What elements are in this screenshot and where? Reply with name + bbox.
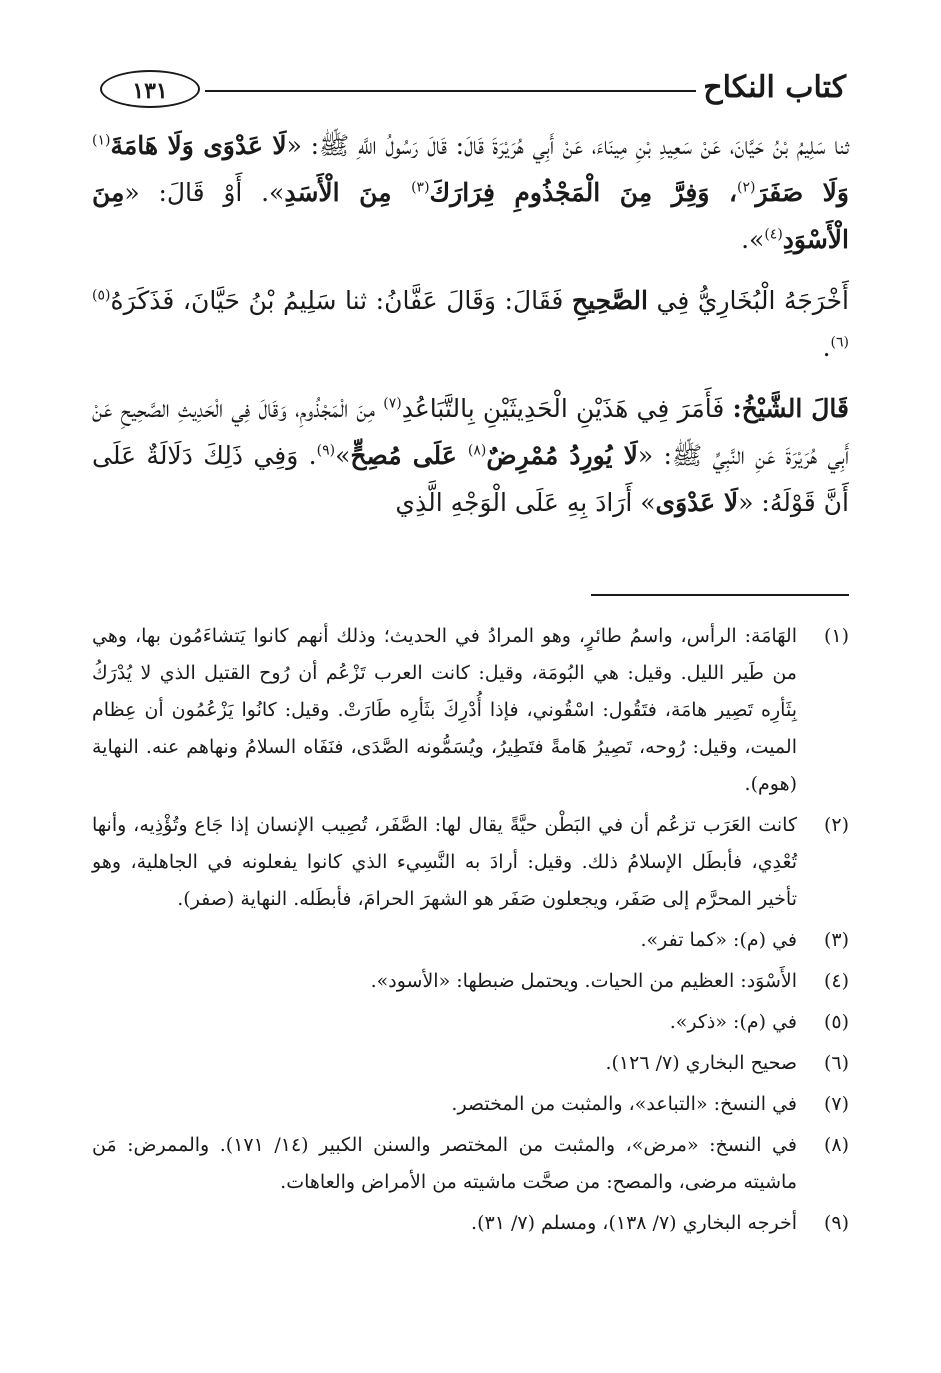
p3-text-g: . وَفِي ذَلِكَ دَلَالَةٌ عَلَى أَنَّ قَوْلَهُ: «: [92, 441, 849, 517]
footnote-5: [92, 1004, 849, 1041]
footnote-3: [92, 922, 849, 959]
footnote-separator: [591, 594, 849, 596]
footnote-number: (٤): [823, 970, 849, 992]
p3-text-f: »: [335, 441, 351, 470]
p2-text-c: فَقَالَ: وَقَالَ عَفَّانُ: ثنا سَلِيمُ بْنُ حَيَّانَ، فَذَكَرَهُ: [110, 286, 572, 315]
footnote-text: في النسخ: «مرض»، والمثبت من المختصر والسنن الكبير (١٤/ ١٧١). والممرض: مَن ماشيته مرضى، والمصح: من صحَّت ماشيته من الأمراض والعاهات.: [92, 1134, 797, 1193]
p2-book-title: الصَّحِيحِ: [571, 286, 648, 315]
footnote-text: أخرجه البخاري (٧/ ١٣٨)، ومسلم (٧/ ٣١).: [471, 1212, 797, 1234]
main-text: [92, 122, 849, 540]
page-number: ١٣١: [100, 70, 200, 108]
footnote-number: (٥): [823, 1011, 849, 1033]
p1-hadith-e: مِنَ الْأَسْوَدِ: [92, 178, 849, 254]
p3-hadith-a: لَا يُورِدُ مُمْرِضٌ: [486, 441, 638, 470]
p2-text-d: .: [822, 333, 831, 362]
p3-hadith-c: لَا عَدْوَى: [655, 488, 739, 517]
footnote-7: [92, 1086, 849, 1123]
page-header: [100, 66, 846, 116]
footnote-text: الهَامَة: الرأس، واسمُ طائرٍ، وهو المرادُ في الحديث؛ وذلك أنهم كانوا يَتشاءَمُون بها، وهي من طَير الليل. وقيل: هي البُومَة، وقيل: كانت العرب تَزْعُم أن رُوح القتيل الذي لا يُدْرَكُ بِثَأرِه تَصِير هامَة، فتَقُول: اسْقُوني، فإذا أُدْرِكَ بثَأرِه طَارَتْ. وقيل: كانُوا يَزْعُمُون أن عِظام الميت، وقيل: رُوحه، تَصِيرُ هَامةً فتَطِيرُ، ويُسَمُّونه الصَّدَى، فنَفَاه السلامُ ونهاهم عنه. النهاية (هوم).: [92, 625, 797, 795]
p2-text-a: أَخْرَجَهُ الْبُخَارِيُّ فِي: [647, 286, 849, 315]
footnote-ref-7[interactable]: (٧): [383, 395, 402, 412]
footnote-number: (٩): [823, 1212, 849, 1234]
p1-hadith-a: لَا عَدْوَى وَلَا هَامَةَ: [110, 131, 287, 160]
footnote-number: (٢): [823, 814, 849, 836]
footnote-2: [92, 807, 849, 918]
paragraph-1: [92, 122, 849, 263]
footnote-ref-9[interactable]: (٩): [316, 442, 336, 459]
footnote-number: (٧): [823, 1093, 849, 1115]
footnote-ref-3[interactable]: (٣): [411, 179, 430, 196]
p1-text-f: ». أَوْ قَالَ: «: [124, 178, 285, 207]
p1-hadith-b: وَلَا صَفَرَ: [755, 178, 849, 207]
p3-text-i: » أَرَادَ بِهِ عَلَى الْوَجْهِ الَّذِي: [395, 488, 656, 517]
footnote-text: في (م): «كما تفر».: [640, 929, 797, 951]
footnotes: [92, 618, 849, 1246]
footnote-number: (١): [823, 625, 849, 647]
footnote-ref-6[interactable]: (٦): [830, 334, 849, 351]
footnote-text: في (م): «ذكر».: [669, 1011, 797, 1033]
footnote-text: الأَسْوَد: العظيم من الحيات. ويحتمل ضبطها: «الأسود».: [370, 970, 797, 992]
footnote-ref-5[interactable]: (٥): [92, 287, 111, 304]
footnote-ref-2[interactable]: (٢): [737, 179, 756, 196]
footnote-6: [92, 1045, 849, 1082]
p1-text-a: ثنا سَلِيمُ بْنُ حَيَّانَ، عَنْ سَعِيدِ بْنِ مِينَاءَ، عَنْ أَبِي هُرَيْرَةَ قَالَ: قَالَ رَسُولُ اللَّهِ ﷺ: «: [286, 131, 849, 160]
footnote-text: صحيح البخاري (٧/ ١٢٦).: [605, 1052, 797, 1074]
footnote-9: [92, 1205, 849, 1242]
footnote-ref-1[interactable]: (١): [92, 132, 111, 149]
running-title: كتاب النكاح: [703, 70, 846, 105]
footnote-ref-8[interactable]: (٨): [467, 442, 487, 459]
p3-text-c: مِنَ الْمَجْذُومِ، وَقَالَ فِي الْحَدِيثِ الصَّحِيحِ عَنْ أَبِي هُرَيْرَةَ عَنِ النَّبِيِّ ﷺ: «: [92, 394, 850, 470]
footnote-number: (٣): [823, 929, 849, 951]
p3-speaker: قَالَ الشَّيْخُ:: [732, 394, 849, 423]
p1-text-h: ».: [741, 225, 765, 254]
footnote-8: [92, 1127, 849, 1201]
footnote-text: كانت العَرَب تزعُم أن في البَطْن حيَّةً يقال لها: الصَّفَر، تُصِيب الإنسان إذا جَاع وتُؤْذِيه، وأنها تُعْدِي، فأبطَل الإسلامُ ذلك. وقيل: أرادَ به النَّسِيء الذي كانوا يفعلونه في الجاهلية، وهو تأخير المحرَّم إلى صَفَر، ويجعلون صَفَر هو الشهرَ الحرامَ، فأبطَله. النهاية (صفر).: [92, 814, 797, 910]
header-rule: [205, 90, 696, 92]
paragraph-3: [92, 385, 849, 526]
paragraph-2: [92, 277, 849, 371]
footnote-number: (٨): [823, 1134, 849, 1156]
footnote-ref-4[interactable]: (٤): [764, 226, 783, 243]
footnote-text: في النسخ: «التباعد»، والمثبت من المختصر.: [451, 1093, 797, 1115]
p1-hadith-d: مِنَ الْأَسَدِ: [284, 178, 412, 207]
footnote-number: (٦): [823, 1052, 849, 1074]
p1-hadith-c: ، وَفِرَّ مِنَ الْمَجْذُومِ فِرَارَكَ: [429, 178, 738, 207]
p3-text-b: فَأَمَرَ فِي هَذَيْنِ الْحَدِيثَيْنِ بِالتَّبَاعُدِ: [401, 394, 733, 423]
p3-hadith-b: عَلَى مُصِحٍّ: [350, 441, 468, 470]
footnote-4: [92, 963, 849, 1000]
footnote-1: [92, 618, 849, 803]
